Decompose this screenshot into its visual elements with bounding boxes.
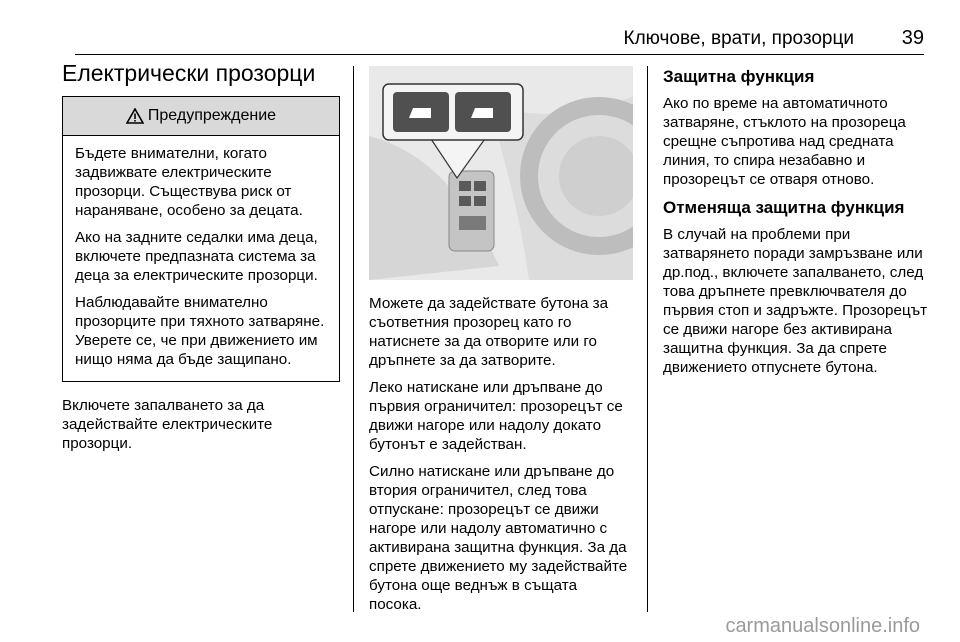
- column-1: [62, 58, 340, 461]
- header-title: Ключове, врати, прозорци: [623, 28, 854, 49]
- warning-paragraph: Бъдете внимателни, когато задвижвате електрическите прозорци. Съществува риск от нараняване, особено за децата.: [75, 145, 303, 219]
- warning-paragraph: Ако на задните седалки има деца, включете предпазната система за деца за електрическите прозорци.: [75, 229, 318, 284]
- warning-box: [62, 96, 340, 382]
- body-paragraph: Леко натискане или дръпване до първия ограничител: прозорецът се движи нагоре или надолу докато бутонът е задействан.: [369, 379, 623, 453]
- page-header: [75, 26, 924, 55]
- section-heading: Електрически прозорци: [62, 60, 316, 86]
- column-3: [663, 66, 933, 385]
- subheading: Защитна функция: [663, 67, 815, 86]
- body-paragraph: Ако по време на автоматичното затваряне, стъклото на прозореца срещне съпротива над средната линия, то спира незабавно и прозорецът се отваря отново.: [663, 95, 906, 188]
- column-divider: [353, 66, 354, 612]
- body-paragraph: В случай на проблеми при затварянето поради замръзване или др.под., включете запалването, след това дръпнете превключвателя до първия стоп и задръжте. Прозорецът се движи нагоре без активирана защитна функция. За да спрете движението отпуснете бутона.: [663, 226, 928, 376]
- warning-paragraph: Наблюдавайте внимателно прозорците при тяхното затваряне. Уверете се, че при движението им нищо няма да бъде защипано.: [75, 294, 325, 368]
- body-paragraph: Силно натискане или дръпване до втория ограничител, след това отпускане: прозорецът се движи нагоре или надолу автоматично с активирана защитна функция. За да спрете движението му задействайте бутона още веднъж в същата посока.: [369, 463, 628, 613]
- body-paragraph: Можете да задействате бутона за съответния прозорец като го натиснете за да отворите или го дръпнете за да затворите.: [369, 295, 609, 369]
- window-switch-illustration: [369, 66, 633, 280]
- watermark: carmanualsonline.info: [725, 615, 920, 637]
- column-divider: [647, 66, 648, 612]
- warning-title: Предупреждение: [147, 107, 277, 124]
- door-panel-image: [369, 66, 633, 280]
- page-number: 39: [901, 27, 924, 49]
- body-paragraph: Включете запалването за да задействайте електрическите прозорци.: [62, 397, 273, 452]
- column-2: [369, 66, 633, 622]
- subheading: Отменяща защитна функция: [663, 198, 905, 217]
- warning-header: [63, 97, 339, 136]
- warning-body: [63, 136, 339, 381]
- warning-triangle-icon: [126, 108, 144, 124]
